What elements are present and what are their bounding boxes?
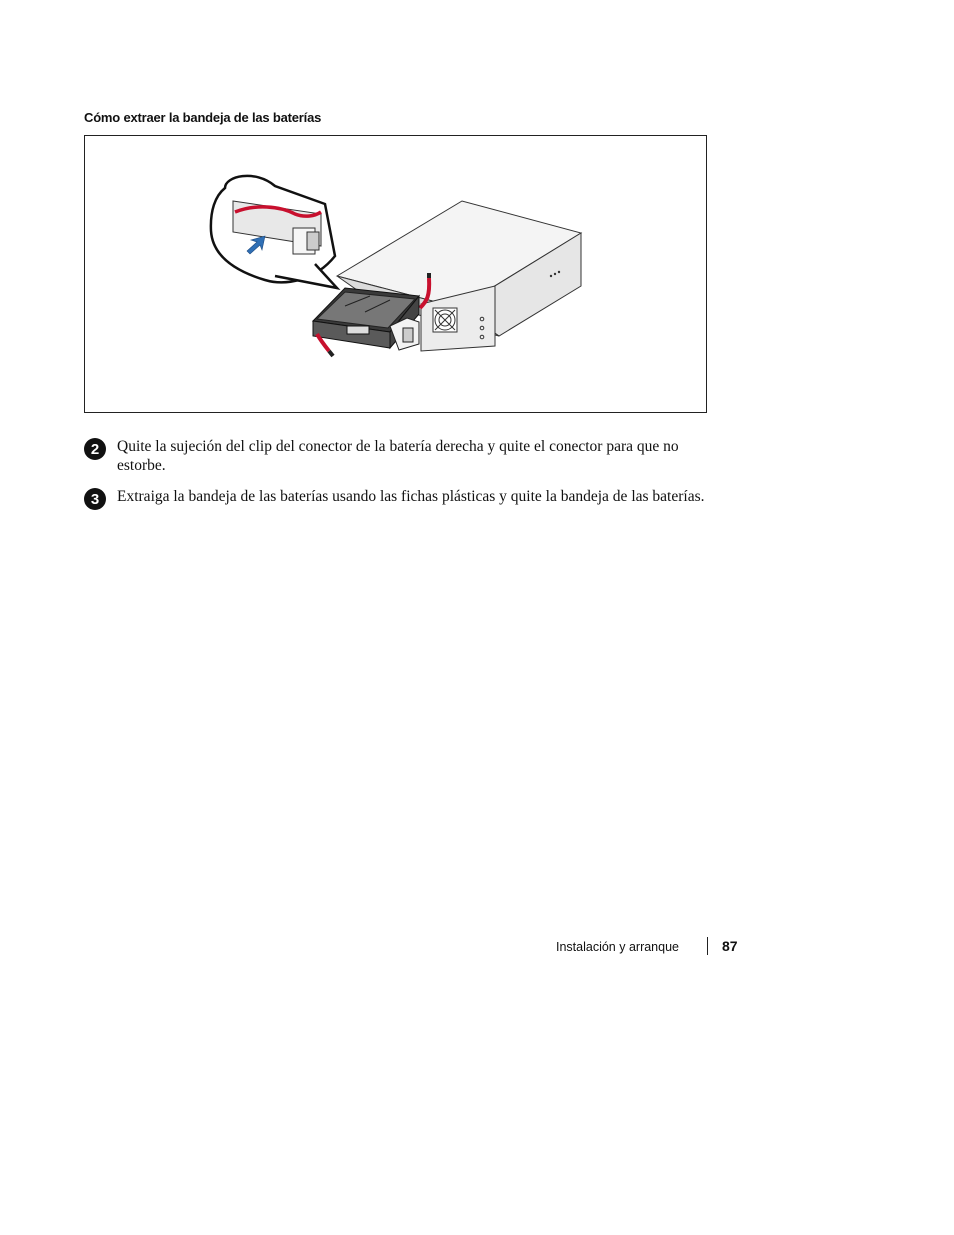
page-number: 87: [722, 938, 738, 954]
detail-callout: [211, 176, 337, 288]
figure-frame: [84, 135, 707, 413]
footer-section-title: Instalación y arranque: [556, 940, 679, 954]
step-text: Quite la sujeción del clip del conector de la batería derecha y quite el conector para que no estorbe.: [117, 438, 679, 474]
step-number-badge: 2: [84, 438, 106, 460]
battery-tray: [313, 288, 419, 350]
step-text: Extraiga la bandeja de las baterías usando las fichas plásticas y quite la bandeja de las baterías.: [117, 488, 705, 505]
step-number-badge: 3: [84, 488, 106, 510]
figure-caption: Cómo extraer la bandeja de las baterías: [84, 110, 322, 125]
battery-tray-illustration: [85, 136, 707, 413]
fan-grille: [433, 308, 457, 332]
footer-separator: [707, 937, 708, 955]
